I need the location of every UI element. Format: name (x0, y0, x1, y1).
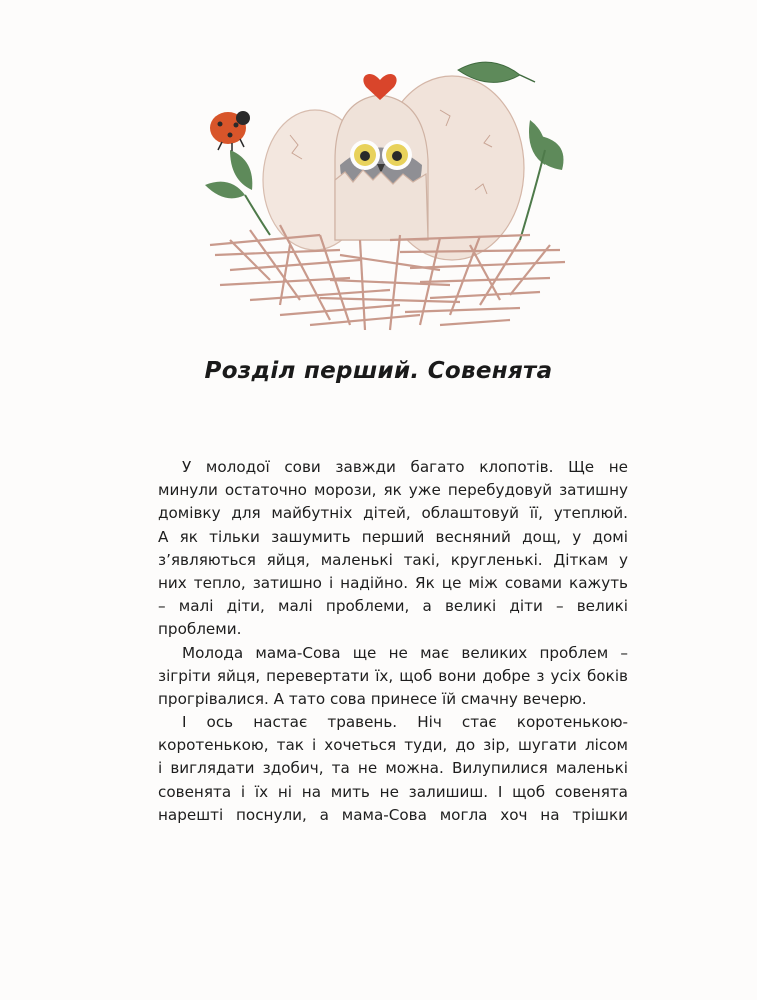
text-line: І ось настає травень. Ніч стає коротенькою- (182, 713, 628, 732)
body-text (158, 456, 628, 827)
text-line: коротенькою, так і хочеться туди, до зір, шугати лісом (158, 736, 628, 755)
text-line: А як тільки зашумить перший весняний дощ, у домі (158, 527, 628, 546)
nest (210, 225, 565, 330)
text-line: проблеми. (158, 620, 242, 639)
text-line: – малі діти, малі проблеми, а великі діти – великі (158, 597, 628, 616)
text-line: Молода мама-Сова ще не має великих проблем – (182, 643, 628, 662)
chapter-illustration (190, 40, 590, 340)
chapter-title: Розділ перший. Совенята (204, 358, 553, 384)
text-line: з’являються яйця, маленькі такі, кругленькі. Діткам у (158, 550, 628, 569)
heart-icon (363, 74, 396, 100)
text-line: совенята і їх ні на мить не залишиш. І щоб совенята (158, 782, 628, 801)
owl-nest-illustration (190, 40, 590, 340)
text-line: і виглядати здобич, та не можна. Вилупилися маленькі (158, 759, 628, 778)
text-line: нарешті поснули, а мама-Сова могла хоч на трішки (158, 805, 628, 824)
text-line: У молодої сови завжди багато клопотів. Ще не (182, 458, 628, 476)
text-line: зігріти яйця, перевертати їх, щоб вони добре з усіх боків (158, 666, 628, 685)
ladybug-icon (210, 111, 250, 151)
text-line: прогрівалися. А тато сова принесе їй смачну вечерю. (158, 689, 587, 708)
text-line: домівку для майбутніх дітей, облаштовуй її, утеплюй. (158, 504, 628, 523)
text-line: минули остаточно морози, як уже перебудовуй затишну (158, 481, 628, 500)
text-line: них тепло, затишно і надійно. Як це між совами кажуть (158, 573, 628, 592)
